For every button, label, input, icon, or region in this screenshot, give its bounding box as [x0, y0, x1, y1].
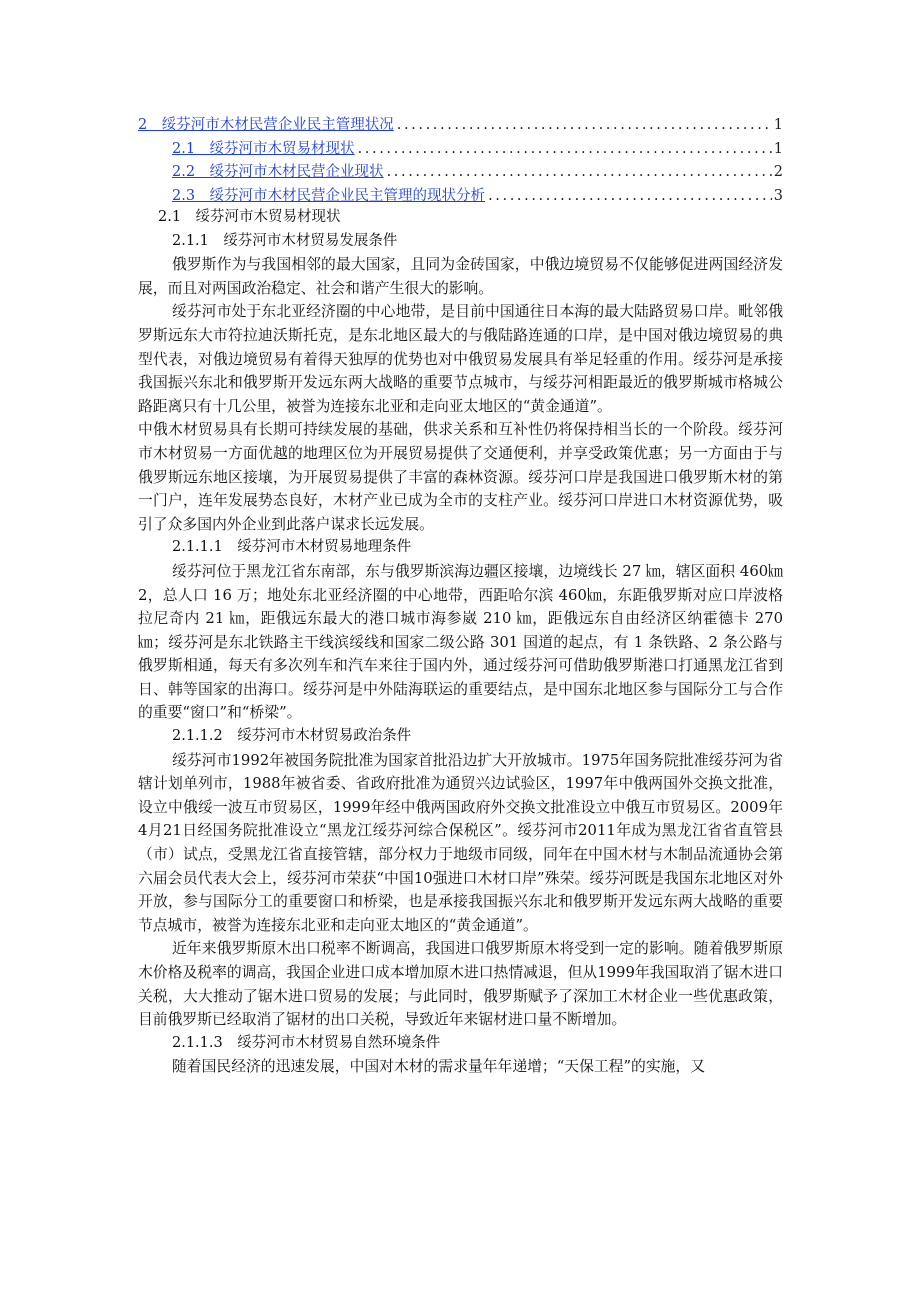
paragraph: 随着国民经济的迅速发展，中国对木材的需求量年年递增；“天保工程”的实施，又: [172, 1058, 706, 1076]
toc-entry-link[interactable]: 2.1 绥芬河市木贸易材现状: [172, 140, 355, 157]
toc-leader-dots: [488, 185, 772, 209]
section-heading-2-1-1-1: 2.1.1.1 绥芬河市木材贸易地理条件: [172, 539, 412, 556]
toc-entry[interactable]: [138, 114, 783, 138]
paragraph: 绥芬河位于黑龙江省东南部，东与俄罗斯滨海边疆区接壤，边境线长 27 ㎞，辖区面积 460㎞2，总人口 16 万；地处东北亚经济圈的中心地带，西距哈尔滨 460㎞，东距俄罗斯对应口岸波格拉尼奇内 21 ㎞，距俄远东最大的港口城市海参崴 210 ㎞，距俄远东自由经济区纳霍德卡 270㎞；绥芬河是东北铁路主干线滨绥线和国家二级公路 301 国道的起点，有 1 条铁路、2 条公路与俄罗斯相通，每天有多次列车和汽车来往于国内外，通过绥芬河可借助俄罗斯港口打通黑龙江省到日、韩等国家的出海口。绥芬河是中外陆海联运的重要结点，是中国东北地区参与国际分工与合作的重要“窗口”和“桥梁”。: [138, 562, 783, 722]
paragraph: 近年来俄罗斯原木出口税率不断调高，我国进口俄罗斯原木将受到一定的影响。随着俄罗斯原木价格及税率的调高，我国企业进口成本增加原木进口热情减退，但从1999年我国取消了锯木进口关税，大大推动了锯木进口贸易的发展；与此同时，俄罗斯赋予了深加工木材企业一些优惠政策，目前俄罗斯已经取消了锯材的出口关税，导致近年来锯材进口量不断增加。: [138, 940, 783, 1029]
table-of-contents: [138, 114, 783, 208]
toc-page-number: 2: [773, 164, 783, 180]
paragraph: 绥芬河市处于东北亚经济圈的中心地带，是目前中国通往日本海的最大陆路贸易口岸。毗邻俄罗斯远东大市符拉迪沃斯托克，是东北地区最大的与俄陆路连通的口岸，是中国对俄边境贸易的典型代表，对俄边境贸易有着得天独厚的优势也对中俄贸易发展具有举足轻重的作用。绥芬河是承接我国振兴东北和俄罗斯开发远东两大战略的重要节点城市，与绥芬河相距最近的俄罗斯城市格城公路距离只有十几公里，被誉为连接东北亚和走向亚太地区的“黄金通道”。: [138, 303, 783, 415]
paragraph: 俄罗斯作为与我国相邻的最大国家，且同为金砖国家，中俄边境贸易不仅能够促进两国经济发展，而且对两国政治稳定、社会和谐产生很大的影响。: [138, 256, 783, 297]
toc-entry[interactable]: [138, 161, 783, 185]
toc-entry-link[interactable]: 2.2 绥芬河市木材民营企业现状: [172, 164, 384, 180]
toc-entry-link[interactable]: 2.3 绥芬河市木材民营企业民主管理的现状分析: [172, 187, 486, 204]
document-body: [138, 206, 783, 1079]
section-heading-2-1-1-3: 2.1.1.3 绥芬河市木材贸易自然环境条件: [172, 1034, 441, 1051]
toc-page-number: 1: [773, 117, 783, 133]
section-heading-2-1-1: 2.1.1 绥芬河市木材贸易发展条件: [172, 232, 398, 249]
section-heading-2-1-1-2: 2.1.1.2 绥芬河市木材贸易政治条件: [172, 728, 412, 745]
toc-page-number: 3: [773, 187, 783, 204]
section-heading-2-1: 2.1 绥芬河市木贸易材现状: [158, 209, 341, 225]
toc-entry-link[interactable]: 2 绥芬河市木材民营企业民主管理状况: [138, 117, 394, 133]
paragraph: 中俄木材贸易具有长期可持续发展的基础，供求关系和互补性仍将保持相当长的一个阶段。绥芬河市木材贸易一方面优越的地理区位为开展贸易提供了交通便利，并享受政策优惠；另一方面由于与俄罗斯远东地区接壤，为开展贸易提供了丰富的森林资源。绥芬河口岸是我国进口俄罗斯木材的第一门户，连年发展势态良好，木材产业已成为全市的支柱产业。绥芬河口岸进口木材资源优势，吸引了众多国内外企业到此落户谋求长远发展。: [138, 421, 783, 533]
toc-page-number: 1: [773, 140, 783, 157]
paragraph: 绥芬河市1992年被国务院批准为国家首批沿边扩大开放城市。1975年国务院批准绥芬河为省辖计划单列市，1988年被省委、省政府批准为通贸兴边试验区，1997年中俄两国外交换文批准，设立中俄绥一波互市贸易区，1999年经中俄两国政府外交换文批准设立中俄互市贸易区。2009年4月21日经国务院批准设立“黑龙江绥芬河综合保税区”。绥芬河市2011年成为黑龙江省省直管县（市）试点，受黑龙江省直接管辖，部分权力于地级市同级，同年在中国木材与木制品流通协会第六届会员代表大会上，绥芬河市荣获“中国10强进口木材口岸”殊荣。绥芬河既是我国东北地区对外开放，参与国际分工的重要窗口和桥梁，也是承接我国振兴东北和俄罗斯开发远东两大战略的重要节点城市，被誉为连接东北亚和走向亚太地区的“黄金通道”。: [138, 751, 783, 934]
toc-leader-dots: [387, 161, 772, 185]
toc-entry[interactable]: [138, 185, 783, 209]
toc-leader-dots: [358, 138, 772, 162]
toc-entry[interactable]: [138, 138, 783, 162]
toc-leader-dots: [397, 114, 772, 138]
